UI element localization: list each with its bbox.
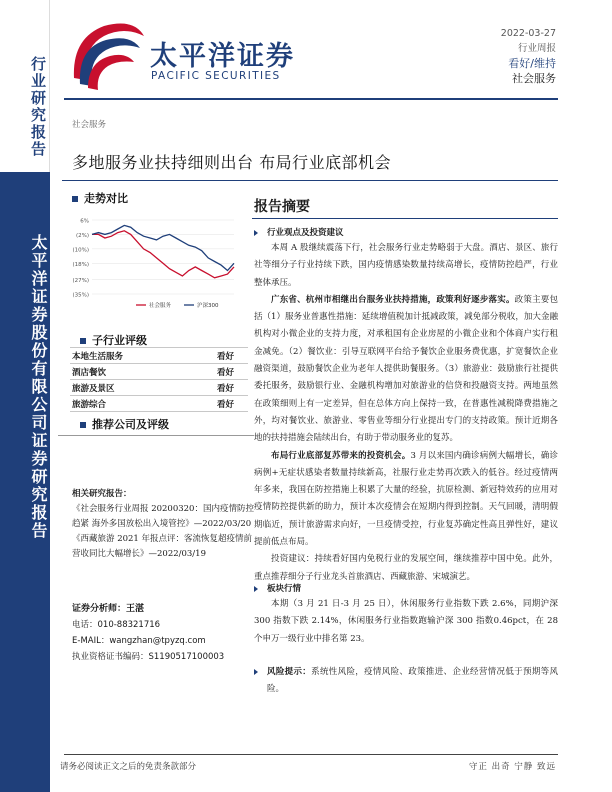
sector-label: 社会服务 [512,72,556,85]
risk-section [254,664,558,699]
paragraph: 本期（3 月 21 日-3 月 25 日），休闲服务行业指数下跌 2.6%，同期沪深 300 指数下跌 2.14%，休闲服务行业指数跑输沪深 300 指数0.46pct，在 28 个申万一级行业中排名第 23。 [254,599,558,644]
rating-label: 看好/维持 [508,57,556,70]
paragraph-lead: 广东省、杭州市相继出台服务业扶持措施，政策利好逐步落实。 [271,294,515,305]
rating-value: 看好 [181,396,248,412]
legend-label: 沪深300 [197,303,219,309]
footer-disclaimer: 请务必阅读正文之后的免责条款部分 [60,762,197,772]
square-bullet-icon [72,196,78,202]
related-label: 相关研究报告： [72,489,132,499]
paragraph: 投资建议：持续看好国内免税行业的发展空间，继续推荐中国中免。此外，重点推荐细分子行业龙头首旅酒店、西藏旅游、宋城演艺。 [254,554,558,582]
footer-motto: 守正 出奇 宁静 致远 [468,762,556,772]
section-heading [254,226,558,238]
section-heading-text: 板块行情 [267,584,302,594]
paragraph-text: 政策主要包括（1）服务业普惠性措施：延续增值税加计抵减政策，减免部分税收，加大金融机构对小微企业的支持力度，对承租国有企业房屋的小微企业和个体商户实行租金减免。（2）餐饮业：引导互联网平台给予餐饮企业服务费优惠，扩宽餐饮企业融资渠道，鼓励餐饮企业为老年人提供助餐服务。（3）旅游业：鼓励旅行社提供委托服务，鼓励银行业、金融机构增加对旅游业的信贷和投融资支持。两地虽然在政策细则上有一定差异，但在总体方向上保持一致，在普惠性减税降费措施之外，均对餐饮业、旅游业、零售业等细分行业提出专门的支持政策。预计近期各地的扶持措施会陆续出台，有助于带动服务业的复苏。 [254,294,558,444]
page-title: 多地服务业扶持细则出台 布局行业底部机会 [72,153,392,172]
rating-heading-text: 子行业评级 [92,334,147,347]
report-type: 行业周报 [517,43,556,54]
sidebar-top-text: 行业研究报告 [29,56,47,158]
rating-name: 旅游综合 [70,396,181,412]
y-tick-label: (27%) [72,278,89,285]
rating-name: 本地生活服务 [70,348,181,364]
recommendations-heading-text: 推荐公司及评级 [92,418,169,431]
abstract-heading: 报告摘要 [254,199,310,215]
footer-divider [64,754,558,755]
diamond-bullet-icon [254,586,258,592]
paragraph-text: 3 月以来国内确诊病例大幅增长，确诊病例+无症状感染者数量持续新高，社服行业走势再次跌入的低谷。经过疫情两年多来，我国在防控措施上积累了大量的经验，抗原检测、新冠特效药的应用对疫情防控提供新的助力，预计本次疫情会在短期内得到控制。天气回暖，清明假期临近，预计旅游需求向好，一旦疫情受控，行业复苏确定性高且弹性好，建议提前低点布局。 [254,450,558,548]
report-date: 2022-03-27 [500,28,556,39]
risk-label: 风险提示： [267,667,312,677]
rating-value: 看好 [181,348,248,364]
trend-heading [72,190,128,206]
chart-legend [136,301,219,309]
analyst-info [72,601,254,665]
related-reports [72,487,254,562]
y-tick-label: (18%) [72,261,89,268]
sector-tag: 社会服务 [72,120,107,130]
brand-name-cn: 太平洋证券 [150,41,295,72]
sidebar-top [0,0,50,172]
abstract-divider [252,218,558,219]
analyst-email[interactable]: E-MAIL：wangzhan@tpyzq.com [72,636,206,646]
paragraph [254,448,558,552]
rating-heading [80,332,147,348]
trend-chart [66,212,240,312]
recommendations-heading [80,416,169,432]
y-tick-label: 6% [80,218,89,225]
brand-name-en: PACIFIC SECURITIES [151,70,281,82]
report-meta [501,26,556,86]
related-report-link[interactable]: 《社会服务行业周报 20200320：国内疫情防控趋紧 海外多国放松出入境管控》—2022/03/20 [72,504,254,529]
rating-value: 看好 [181,380,248,396]
legend-label: 社会服务 [149,303,172,309]
pacific-logo-icon [64,18,146,98]
sidebar-bottom-text: 太平洋证券股份有限公司证券研究报告 [29,234,48,540]
table-row [70,380,248,396]
analyst-phone: 电话：010-88321716 [72,620,161,630]
square-bullet-icon [80,422,86,428]
analyst-name: 证券分析师：王湛 [72,604,145,614]
sidebar-bottom [0,172,50,792]
risk-text: 系统性风险，疫情风险、政策推进、企业经营情况低于预期等风险。 [267,667,558,695]
table-row [70,364,248,380]
series-line-social-services [92,231,234,278]
paragraph: 本周 A 股继续震荡下行，社会服务行业走势略弱于大盘。酒店、景区、旅行社等细分子行业持续下跌，国内疫情感染数量持续高增长，疫情防控趋严，行业整体承压。 [254,243,558,288]
market-section [254,582,558,648]
paragraph-lead: 布局行业底部复苏带来的投资机会。 [271,450,411,461]
trend-heading-text: 走势对比 [84,192,128,205]
abstract-body [254,226,558,586]
y-tick-label: (2%) [75,232,89,239]
paragraph [254,292,558,448]
table-row [70,348,248,364]
y-tick-label: (10%) [72,247,89,254]
table-row [70,396,248,412]
paragraph [254,664,558,699]
rating-table [70,347,248,412]
analyst-license: 执业资格证书编码：S1190517100003 [72,652,225,662]
section-heading-text: 行业观点及投资建议 [267,228,344,238]
related-report-link[interactable]: 《西藏旅游 2021 年报点评：客流恢复超疫情前 营收同比大幅增长》—2022/03/19 [72,534,253,559]
left-divider [58,435,254,436]
header-divider [64,98,558,100]
y-tick-label: (35%) [72,292,89,299]
square-bullet-icon [80,338,86,344]
title-divider [62,180,558,181]
diamond-bullet-icon [254,230,258,236]
rating-value: 看好 [181,364,248,380]
section-heading [254,582,558,594]
diamond-bullet-icon [254,669,258,675]
rating-name: 旅游及景区 [70,380,181,396]
rating-name: 酒店餐饮 [70,364,181,380]
chart-y-axis [72,219,89,299]
